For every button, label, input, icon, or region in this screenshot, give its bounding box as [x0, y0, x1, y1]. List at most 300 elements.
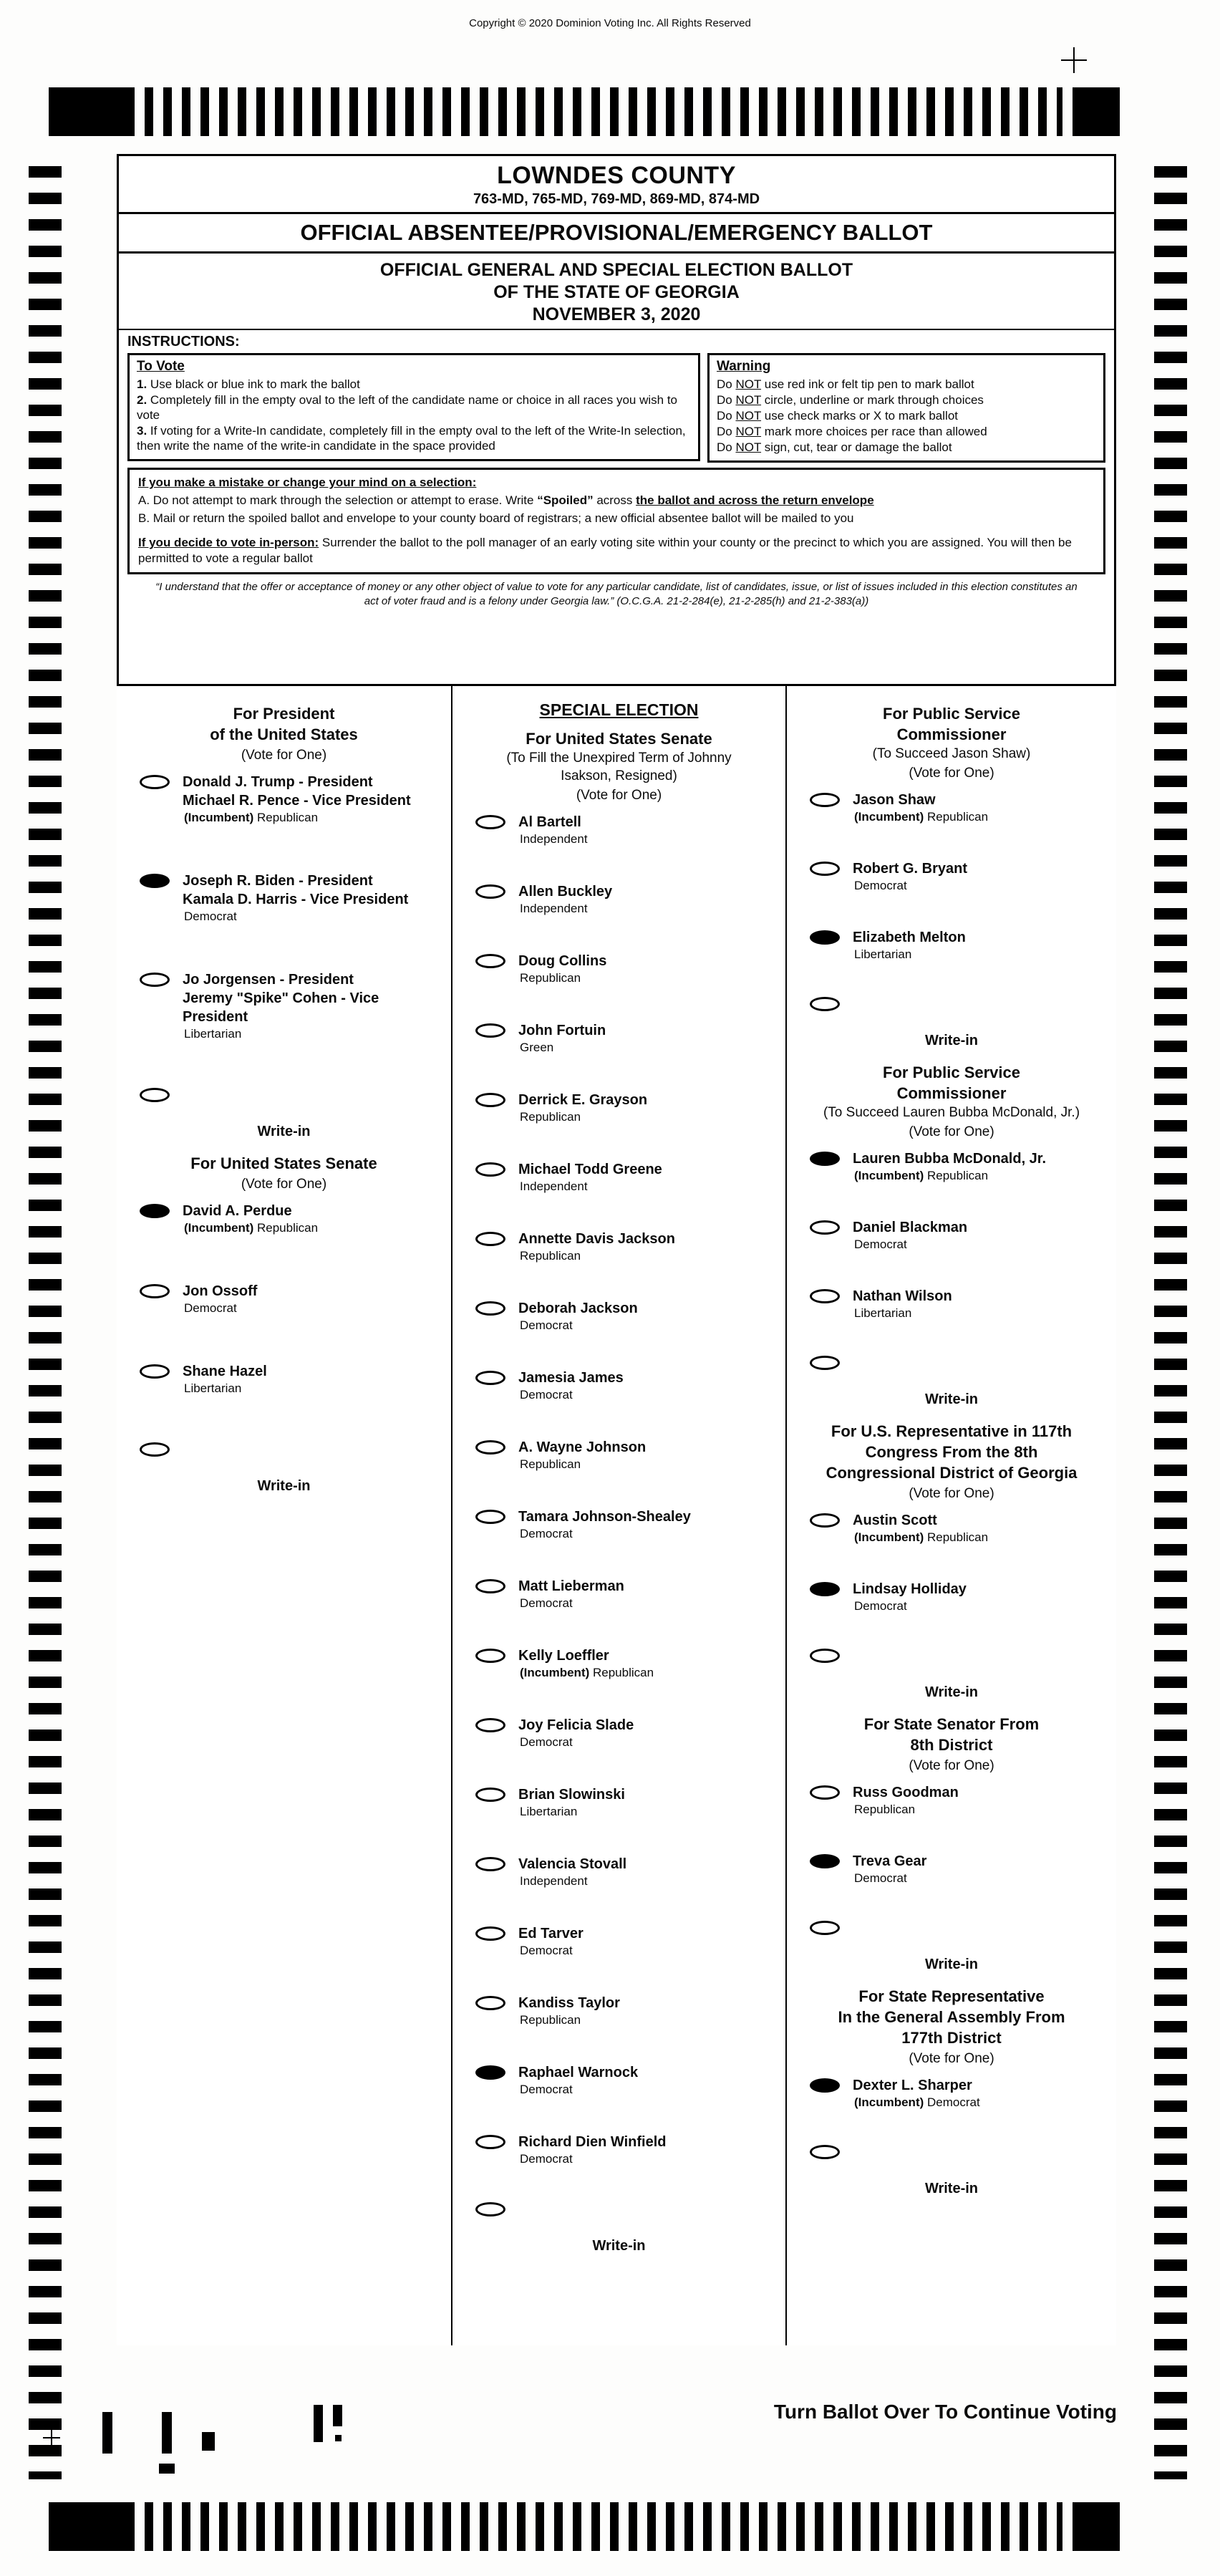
candidate-row — [810, 928, 1112, 963]
barcode-mark — [162, 2412, 172, 2454]
oval-empty[interactable] — [475, 1788, 505, 1802]
candidate-party: Libertarian — [854, 1306, 912, 1320]
text-segment: Do — [717, 425, 736, 438]
barcode-mark — [333, 2405, 342, 2426]
text-segment: Use black or blue ink to mark the ballot — [147, 377, 360, 391]
candidate-party: Democrat — [520, 1318, 573, 1332]
candidate-name: Donald J. Trump - President — [183, 774, 373, 790]
text-segment: circle, underline or mark through choices — [761, 393, 984, 407]
candidate-text — [518, 1646, 654, 1681]
copyright-text: Copyright © 2020 Dominion Voting Inc. All Rights Reserved — [469, 17, 751, 29]
oval-empty[interactable] — [810, 1220, 840, 1235]
timing-marks-right — [1154, 166, 1187, 2479]
candidate-name: Matt Lieberman — [518, 1578, 624, 1594]
contest-header — [794, 1986, 1109, 2068]
contest-header — [794, 703, 1109, 782]
candidate-name: Elizabeth Melton — [853, 930, 966, 945]
candidate-party: Democrat — [520, 1527, 573, 1540]
write-in-area — [791, 1649, 1112, 1701]
barcode-mark — [335, 2435, 342, 2441]
vote-for-note: (Vote for One) — [909, 1758, 994, 1773]
oval-empty[interactable] — [810, 1785, 840, 1800]
text-segment: use check marks or X to mark ballot — [761, 409, 958, 423]
candidate-text — [518, 882, 612, 917]
incumbent-label: (Incumbent) — [184, 811, 257, 824]
contest-title: For State Representative — [858, 1987, 1045, 2005]
instructions-row — [119, 352, 1114, 464]
candidate-party: Democrat — [854, 879, 907, 892]
candidate-row — [810, 1287, 1112, 1321]
oval-empty[interactable] — [475, 1718, 505, 1732]
text-segment: NOT — [735, 409, 762, 423]
contest-title: Commissioner — [896, 1084, 1007, 1102]
timing-block — [1073, 2502, 1120, 2551]
oval-filled[interactable] — [810, 1854, 840, 1868]
candidate-text — [518, 1855, 626, 1889]
candidate-name: Jeremy "Spike" Cohen - Vice President — [183, 990, 379, 1025]
ballot-title: OFFICIAL ABSENTEE/PROVISIONAL/EMERGENCY BALLOT — [300, 220, 933, 245]
ballot-column — [787, 686, 1116, 2345]
candidate-name: Richard Dien Winfield — [518, 2134, 667, 2150]
candidate-text — [518, 1160, 662, 1195]
candidate-text — [183, 773, 411, 826]
vote-for-note: (Vote for One) — [909, 1486, 994, 1501]
candidate-party: Republican — [520, 1457, 581, 1471]
candidate-party: Independent — [520, 902, 588, 915]
oval-empty[interactable] — [475, 884, 505, 899]
write-in-label: Write-in — [924, 1391, 979, 1407]
candidate-row — [475, 1924, 781, 1959]
oval-empty[interactable] — [810, 1289, 840, 1303]
contest-title: For United States Senate — [526, 730, 712, 748]
candidate-row — [810, 2076, 1112, 2111]
write-in-oval[interactable] — [810, 997, 840, 1011]
candidate-text — [853, 1852, 926, 1886]
contest — [457, 728, 781, 2254]
oval-empty[interactable] — [475, 1996, 505, 2010]
candidate-row — [475, 952, 781, 986]
write-in-oval[interactable] — [810, 1356, 840, 1370]
oval-empty[interactable] — [475, 1857, 505, 1871]
write-in-label: Write-in — [924, 2181, 979, 2196]
write-in-label: Write-in — [924, 1957, 979, 1972]
text-segment: If you decide to vote in-person: — [138, 536, 319, 549]
candidate-text — [518, 2133, 667, 2167]
timing-marks-bottom — [49, 2502, 1120, 2551]
contest-header — [460, 728, 778, 804]
candidate-row — [475, 1508, 781, 1542]
candidate-row — [475, 1577, 781, 1611]
contest — [791, 703, 1112, 1049]
instructions-label: INSTRUCTIONS: — [127, 334, 240, 349]
county-name: LOWNDES COUNTY — [497, 162, 736, 189]
candidate-party: Republican — [520, 1249, 581, 1263]
candidate-name: Derrick E. Grayson — [518, 1092, 648, 1108]
county-section — [119, 156, 1114, 214]
warning-item — [717, 440, 1096, 455]
candidate-text — [853, 1511, 988, 1545]
oval-empty[interactable] — [475, 1162, 505, 1177]
text-segment: Surrender the ballot to the poll manager of an early voting site within your county or the precinct to which you are assigned. You will then be permitted to vote a regular ballot — [138, 536, 1072, 565]
oval-empty[interactable] — [810, 1513, 840, 1528]
candidate-name: Michael Todd Greene — [518, 1162, 662, 1177]
text-segment: A. Do not attempt to mark through the selection or attempt to erase. Write — [138, 493, 538, 507]
incumbent-label: (Incumbent) — [854, 1169, 927, 1182]
candidate-party: Libertarian — [854, 947, 912, 961]
candidate-row — [140, 872, 447, 925]
candidate-row — [810, 1149, 1112, 1184]
candidate-party: Democrat — [520, 2152, 573, 2166]
text-segment: 1. — [137, 377, 147, 391]
oval-empty[interactable] — [475, 1649, 505, 1663]
candidate-party: (Incumbent) Republican — [854, 1530, 989, 1544]
write-in-oval[interactable] — [810, 2145, 840, 2159]
title-section — [119, 214, 1114, 254]
candidate-text — [853, 791, 988, 825]
candidate-name: Annette Davis Jackson — [518, 1231, 675, 1247]
warning-box — [707, 353, 1105, 463]
candidate-row — [475, 2133, 781, 2167]
mistake-items — [138, 493, 1095, 526]
write-in-area — [457, 2202, 781, 2254]
election-date: NOVEMBER 3, 2020 — [532, 304, 701, 324]
oval-filled[interactable] — [810, 2078, 840, 2093]
candidate-text — [518, 952, 606, 986]
text-segment: 2. — [137, 393, 147, 407]
text-segment: across — [593, 493, 636, 507]
vote-for-note: (Vote for One) — [576, 788, 662, 803]
registration-plus-icon — [43, 2429, 60, 2446]
text-segment: NOT — [735, 393, 762, 407]
contest — [791, 1062, 1112, 1408]
oval-filled[interactable] — [140, 874, 170, 888]
candidate-name: Kandiss Taylor — [518, 1995, 620, 2011]
warning-title: Warning — [717, 359, 771, 374]
candidate-row — [475, 1369, 781, 1403]
candidate-text — [518, 1438, 646, 1472]
candidate-text — [518, 1021, 606, 1056]
registration-cross-icon — [1061, 47, 1087, 73]
ballot-column — [451, 686, 787, 2345]
candidate-party: Democrat — [520, 1388, 573, 1402]
text-segment: Do — [717, 377, 736, 391]
oval-empty[interactable] — [475, 1926, 505, 1941]
write-in-area — [791, 1356, 1112, 1408]
turn-ballot-over-text: Turn Ballot Over To Continue Voting — [773, 2401, 1117, 2423]
candidate-text — [183, 1282, 257, 1316]
warning-item — [717, 408, 1096, 423]
candidate-row — [475, 1994, 781, 2028]
candidate-party: Democrat — [520, 1735, 573, 1749]
candidate-row — [475, 1438, 781, 1472]
candidate-name: Al Bartell — [518, 814, 581, 830]
candidate-row — [140, 1282, 447, 1316]
candidate-name: Lauren Bubba McDonald, Jr. — [853, 1151, 1047, 1167]
contest-title: Congressional District of Georgia — [826, 1464, 1078, 1482]
candidate-row — [810, 791, 1112, 825]
candidate-party: Democrat — [854, 1871, 907, 1885]
oval-empty[interactable] — [140, 973, 170, 987]
candidate-party: Republican — [520, 2013, 581, 2027]
ballot-column — [117, 686, 451, 2345]
candidate-row — [475, 1160, 781, 1195]
ballot-subtitle-1: OFFICIAL GENERAL AND SPECIAL ELECTION BALLOT — [379, 260, 853, 280]
candidate-party: (Incumbent) Republican — [184, 1221, 319, 1235]
candidate-text — [518, 1924, 584, 1959]
candidate-row — [140, 773, 447, 826]
text-segment: NOT — [735, 377, 762, 391]
warning-item — [717, 424, 1096, 439]
candidate-party: Libertarian — [520, 1805, 578, 1818]
candidate-name: Tamara Johnson-Shealey — [518, 1509, 691, 1525]
candidate-text — [518, 1369, 624, 1403]
candidate-text — [853, 1218, 967, 1253]
special-election-label: SPECIAL ELECTION — [539, 700, 699, 719]
timing-bars — [145, 2502, 1062, 2551]
oval-empty[interactable] — [475, 1023, 505, 1038]
oval-empty[interactable] — [475, 815, 505, 829]
write-in-oval[interactable] — [810, 1921, 840, 1935]
oval-empty[interactable] — [475, 1232, 505, 1246]
barcode-mark — [202, 2432, 215, 2451]
incumbent-label: (Incumbent) — [854, 810, 927, 824]
contest-title: For Public Service — [883, 1063, 1020, 1081]
candidate-party: Democrat — [854, 1238, 907, 1251]
contest-title: Congress From the 8th — [865, 1443, 1038, 1461]
to-vote-item — [137, 377, 691, 392]
to-vote-box — [127, 353, 700, 461]
candidate-text — [518, 1230, 675, 1264]
oval-empty[interactable] — [475, 1440, 505, 1455]
candidate-text — [853, 1783, 959, 1818]
barcode-mark — [102, 2412, 112, 2454]
to-vote-item — [137, 392, 691, 423]
candidate-party: Libertarian — [184, 1381, 242, 1395]
write-in-oval[interactable] — [140, 1088, 170, 1102]
candidate-party: Independent — [520, 832, 588, 846]
oval-empty[interactable] — [475, 1093, 505, 1107]
oval-empty[interactable] — [810, 793, 840, 807]
oval-filled[interactable] — [475, 2065, 505, 2080]
timing-bars — [145, 87, 1062, 136]
candidate-name: Raphael Warnock — [518, 2065, 639, 2080]
to-vote-title: To Vote — [137, 359, 185, 374]
ballot-subtitle-2: OF THE STATE OF GEORGIA — [493, 282, 740, 302]
mistake-box — [127, 468, 1105, 574]
incumbent-label: (Incumbent) — [854, 1530, 927, 1544]
text-segment: Do — [717, 409, 736, 423]
mistake-item — [138, 493, 1095, 508]
contest-header — [124, 703, 444, 764]
write-in-oval[interactable] — [475, 2202, 505, 2216]
candidate-text — [853, 1149, 1046, 1184]
text-segment: NOT — [735, 440, 762, 454]
candidate-name: Joy Felicia Slade — [518, 1717, 634, 1733]
oval-empty[interactable] — [475, 1510, 505, 1524]
candidate-text — [518, 1508, 691, 1542]
candidate-name: Treva Gear — [853, 1853, 927, 1869]
candidate-text — [183, 872, 408, 925]
oval-empty[interactable] — [475, 1371, 505, 1385]
candidate-name: Shane Hazel — [183, 1364, 267, 1379]
candidate-text — [518, 1299, 638, 1333]
ballot-columns — [117, 686, 1116, 2345]
candidate-text — [183, 1202, 318, 1236]
timing-marks-top — [49, 87, 1120, 136]
text-segment: If voting for a Write-In candidate, completely fill in the empty oval to the left of the Write-In selection, then write the name of the write-in candidate in the space provided — [137, 424, 686, 453]
candidate-party: Democrat — [184, 1301, 237, 1315]
candidate-name: Jo Jorgensen - President — [183, 972, 354, 988]
candidate-party: Libertarian — [184, 1027, 242, 1041]
write-in-oval[interactable] — [810, 1649, 840, 1663]
candidate-party: Republican — [520, 1110, 581, 1124]
text-segment: Completely fill in the empty oval to the left of the candidate name or choice in all races you wish to vote — [137, 393, 678, 422]
candidate-party: Republican — [854, 1803, 916, 1816]
candidate-text — [518, 1716, 634, 1750]
candidate-name: Jason Shaw — [853, 792, 936, 808]
contest-title: In the General Assembly From — [838, 2008, 1065, 2026]
oval-empty[interactable] — [140, 775, 170, 789]
candidate-party: Republican — [520, 971, 581, 985]
write-in-area — [791, 997, 1112, 1049]
timing-block — [1073, 87, 1120, 136]
text-segment: mark more choices per race than allowed — [761, 425, 987, 438]
candidate-party: (Incumbent) Republican — [184, 811, 319, 824]
write-in-label: Write-in — [257, 1478, 311, 1494]
candidate-row — [140, 970, 447, 1042]
contest-title: of the United States — [210, 725, 358, 743]
text-segment: B. Mail or return the spoiled ballot and envelope to your county board of registrars; a new official absentee ballot will be mailed to you — [138, 511, 854, 525]
candidate-row — [140, 1202, 447, 1236]
warning-item — [717, 392, 1096, 407]
contest-title: For U.S. Representative in 117th — [831, 1422, 1073, 1440]
candidate-row — [475, 813, 781, 847]
write-in-label: Write-in — [924, 1033, 979, 1048]
warning-list — [717, 377, 1096, 455]
text-segment: sign, cut, tear or damage the ballot — [761, 440, 952, 454]
text-segment: Do — [717, 393, 736, 407]
candidate-name: Kelly Loeffler — [518, 1648, 609, 1664]
incumbent-label: (Incumbent) — [854, 2095, 927, 2109]
candidate-party: (Incumbent) Democrat — [854, 2095, 980, 2109]
candidate-row — [810, 1580, 1112, 1614]
oval-empty[interactable] — [140, 1364, 170, 1379]
candidate-text — [518, 1994, 620, 2028]
candidate-party: Independent — [520, 1874, 588, 1888]
candidate-row — [475, 882, 781, 917]
candidate-party: Democrat — [520, 2083, 573, 2096]
candidate-row — [475, 1021, 781, 1056]
contest-note: (To Fill the Unexpired Term of Johnny — [506, 751, 732, 766]
candidate-party: Democrat — [520, 1596, 573, 1610]
candidate-party: (Incumbent) Republican — [854, 810, 989, 824]
write-in-area — [791, 2145, 1112, 2197]
candidate-name: Allen Buckley — [518, 884, 613, 899]
text-segment: Do — [717, 440, 736, 454]
write-in-area — [121, 1442, 447, 1495]
write-in-label: Write-in — [924, 1684, 979, 1700]
candidate-text — [853, 1287, 952, 1321]
candidate-row — [475, 1091, 781, 1125]
contest — [121, 1153, 447, 1495]
contest — [791, 1714, 1112, 1973]
contest-header — [794, 1062, 1109, 1141]
oval-filled[interactable] — [140, 1204, 170, 1218]
to-vote-item — [137, 423, 691, 453]
candidate-name: Jon Ossoff — [183, 1283, 258, 1299]
write-in-oval[interactable] — [140, 1442, 170, 1457]
incumbent-label: (Incumbent) — [184, 1221, 257, 1235]
candidate-name: Robert G. Bryant — [853, 861, 968, 877]
candidate-name: Jamesia James — [518, 1370, 624, 1386]
candidate-text — [853, 928, 966, 963]
contest-header — [794, 1421, 1109, 1502]
contest-note: (To Succeed Jason Shaw) — [872, 746, 1031, 761]
oval-empty[interactable] — [810, 862, 840, 876]
oval-filled[interactable] — [810, 930, 840, 945]
candidate-text — [518, 813, 588, 847]
candidate-row — [475, 1299, 781, 1333]
contest-title: For State Senator From — [863, 1715, 1040, 1733]
candidate-name: Valencia Stovall — [518, 1856, 627, 1872]
candidate-row — [475, 1785, 781, 1820]
warning-item — [717, 377, 1096, 392]
contest-note: Isakson, Resigned) — [561, 768, 677, 783]
candidate-text — [518, 2063, 638, 2098]
contest-title: For President — [233, 705, 335, 723]
candidate-text — [853, 2076, 980, 2111]
candidate-name: Brian Slowinski — [518, 1787, 625, 1803]
candidate-name: Ed Tarver — [518, 1926, 584, 1941]
timing-block — [49, 87, 135, 136]
candidate-name: Joseph R. Biden - President — [183, 873, 373, 889]
oval-filled[interactable] — [810, 1582, 840, 1596]
candidate-name: Doug Collins — [518, 953, 607, 969]
candidate-text — [853, 859, 967, 894]
write-in-label: Write-in — [257, 1124, 311, 1139]
oval-empty[interactable] — [475, 2135, 505, 2149]
vote-for-note: (Vote for One) — [909, 2051, 994, 2066]
text-segment: 3. — [137, 424, 147, 438]
oval-empty[interactable] — [475, 1579, 505, 1593]
contest-title: For United States Senate — [190, 1154, 377, 1172]
candidate-name: David A. Perdue — [183, 1203, 292, 1219]
write-in-area — [121, 1088, 447, 1140]
candidate-party: Independent — [520, 1180, 588, 1193]
candidate-text — [518, 1091, 647, 1125]
contest — [791, 1986, 1112, 2197]
oval-empty[interactable] — [140, 1284, 170, 1298]
candidate-party: (Incumbent) Republican — [520, 1666, 654, 1679]
candidate-text — [183, 1362, 267, 1396]
candidate-name: Daniel Blackman — [853, 1220, 968, 1235]
candidate-row — [810, 1511, 1112, 1545]
timing-marks-left — [29, 166, 62, 2479]
candidate-name: Austin Scott — [853, 1513, 937, 1528]
candidate-row — [475, 1716, 781, 1750]
oval-empty[interactable] — [475, 954, 505, 968]
oval-empty[interactable] — [475, 1301, 505, 1316]
candidate-party: Democrat — [520, 1944, 573, 1957]
text-segment: use red ink or felt tip pen to mark ballot — [761, 377, 974, 391]
candidate-party: Democrat — [184, 910, 237, 923]
candidate-name: John Fortuin — [518, 1023, 606, 1038]
oval-filled[interactable] — [810, 1152, 840, 1166]
subtitle-section — [119, 254, 1114, 330]
fraud-notice: “I understand that the offer or acceptance of money or any other object of value to vote for any particular candidate, list of candidates, issue, or list of issues included in this election constitutes an act of voter fraud and is a felony under Georgia law.” (O.C.G.A. 21-2-284(e), 21-2-285(h) and 21-2-383(a)) — [155, 581, 1078, 607]
ballot-header — [117, 154, 1116, 686]
candidate-name: Russ Goodman — [853, 1785, 959, 1800]
